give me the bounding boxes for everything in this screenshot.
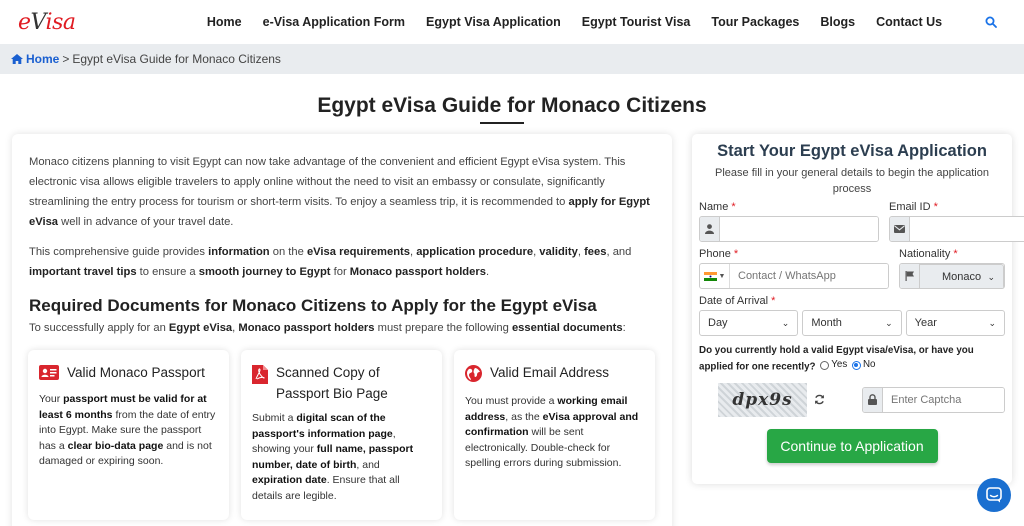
form-subtitle: Please fill in your general details to begin the application process [715,167,989,195]
nationality-select[interactable] [920,264,1004,289]
chevron-down-icon: ▼ [718,272,726,280]
name-field [699,216,879,242]
radio-no-circle[interactable] [852,361,861,370]
chat-icon [986,487,1002,503]
requirements-heading: Required Documents for Monaco Citizens to Apply for the Egypt eVisa [29,296,597,315]
phone-field [699,263,889,289]
nationality-field [899,263,1005,289]
refresh-icon[interactable] [809,390,829,410]
nationality-value: Monaco [942,271,982,283]
main-menu [173,15,976,29]
home-icon [11,54,23,64]
chevron-down-icon: ⌄ [781,317,790,328]
user-icon [700,217,720,241]
captcha-input[interactable] [883,388,1004,412]
captcha-image: dpx9s [718,383,807,417]
breadcrumb-home-label: Home [26,52,60,66]
globe-icon [465,365,482,387]
doc-card-title: Valid Email Address [490,365,610,380]
doc-card-email [454,350,655,520]
captcha-field [862,387,1005,413]
radio-yes-circle[interactable] [820,361,829,370]
doc-card-title: Scanned Copy of Passport Bio Page [276,365,388,401]
breadcrumb-separator: > [62,52,70,66]
logo-rest: isa [45,9,76,35]
arrival-year-select[interactable]: Year ⌄ [906,310,1005,336]
logo-v: V [30,9,46,35]
phone-label: Phone * [699,248,739,260]
nav-tour-packages[interactable]: Tour Packages [711,15,800,29]
doc-card-text: Submit a digital scan of the passport's information page, showing your full name, passport number, date of birth, and expiration date. Ensure that all details are legible. [252,412,414,502]
envelope-icon [890,217,910,241]
radio-yes[interactable]: Yes [820,358,847,372]
doc-card-text: Your passport must be valid for at least 6 months from the date of entry into Egypt. Make sure the passport has a clear bio-data page and is not damaged or expiring soon. [39,393,216,467]
title-underline [480,122,524,124]
phone-input[interactable] [730,264,888,288]
page-title: Egypt eVisa Guide for Monaco Citizens [317,94,707,117]
name-label: Name * [699,201,736,213]
site-logo[interactable] [18,10,193,35]
nav-evisa-application-form[interactable]: e-Visa Application Form [262,15,406,29]
doc-card-title: Valid Monaco Passport [67,365,205,380]
arrival-month-select[interactable]: Month ⌄ [802,310,901,336]
search-icon[interactable] [976,7,1006,37]
logo-e: e [18,9,31,35]
intro-paragraph-1: Monaco citizens planning to visit Egypt can now take advantage of the convenient and efficient Egypt eVisa system. This electronic visa allows eligible travelers to apply online without the need to visit an embassy or consulate, significantly streamlining the entry process for tourism or short-term visits. To enjoy a seamless trip, it is recommended to apply for Egypt eVisa well in advance of your travel date. [29,156,650,228]
name-input[interactable] [720,217,878,241]
apply-evisa-link[interactable]: apply for Egypt eVisa [29,196,650,228]
nav-contact-us[interactable]: Contact Us [876,15,943,29]
document-cards [28,350,655,520]
chevron-down-icon: ⌄ [885,317,893,328]
top-navbar [0,0,1024,44]
arrival-label: Date of Arrival * [699,295,776,307]
email-label: Email ID * [889,201,938,213]
lock-icon [863,388,883,412]
email-input[interactable] [910,217,1024,241]
nationality-label: Nationality * [899,248,958,260]
breadcrumb [0,44,1024,74]
nav-home[interactable]: Home [206,15,242,29]
chevron-down-icon: ⌄ [987,271,995,282]
nav-blogs[interactable]: Blogs [820,15,856,29]
breadcrumb-home[interactable] [11,52,59,66]
email-field [889,216,1024,242]
guide-content-card [12,134,672,526]
requirements-intro: To successfully apply for an Egypt eVisa, Monaco passport holders must prepare the following essential documents: [29,322,626,334]
id-card-icon [39,365,59,385]
doc-card-passport [28,350,229,520]
intro-paragraph-2: This comprehensive guide provides information on the eVisa requirements, application procedure, validity, fees, and important travel tips to ensure a smooth journey to Egypt for Monaco passport holders. [29,246,632,278]
country-code-dropdown[interactable] [700,264,730,288]
doc-card-scan [241,350,442,520]
doc-card-text: You must provide a working email address, as the eVisa approval and confirmation will be sent electronically. Double-check for spelling errors during submission. [465,395,639,469]
arrival-day-select[interactable]: Day ⌄ [699,310,798,336]
pdf-file-icon [252,365,268,389]
captcha-row [699,383,1005,417]
india-flag-icon [704,272,717,281]
nav-egypt-visa-application[interactable]: Egypt Visa Application [426,15,561,29]
flag-icon [900,264,920,288]
form-title: Start Your Egypt eVisa Application [717,142,987,160]
existing-visa-question: Do you currently hold a valid Egypt visa/eVisa, or have you applied for one recently? Yes No [699,345,974,373]
nav-egypt-tourist-visa[interactable]: Egypt Tourist Visa [581,15,691,29]
application-form-card [692,134,1012,484]
radio-no[interactable]: No [852,358,876,372]
continue-to-application-button[interactable]: Continue to Application [767,429,938,463]
breadcrumb-current: Egypt eVisa Guide for Monaco Citizens [72,52,281,66]
chat-widget-button[interactable] [977,478,1011,512]
chevron-down-icon: ⌄ [988,317,996,328]
